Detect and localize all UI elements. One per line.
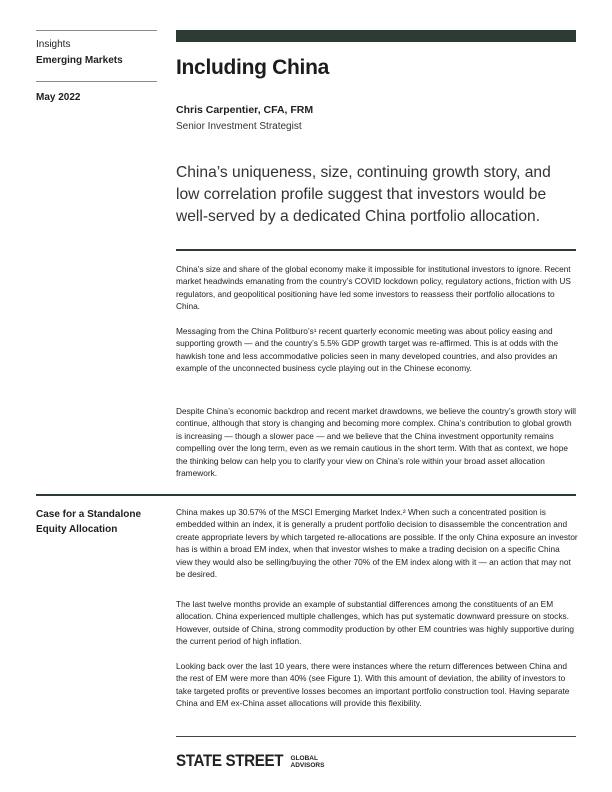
author-name: Chris Carpentier, CFA, FRM [176,104,314,116]
logo-subtitle-line1: GLOBAL [290,754,318,762]
title-bar [176,30,576,42]
logo-subtitle-line2: ADVISORS [290,761,325,769]
intro-paragraph-1: China’s size and share of the global economy make it impossible for institutional investors to ignore. Recent market headwinds emanating from the country’s COVID lockdown policy, regulatory actions, friction with US regulators, and geopolitical positioning have led some investors to reassess their portfolio allocations to China. [176,264,571,312]
author-role: Senior Investment Strategist [176,121,302,132]
footer-rule [176,736,576,737]
logo-subtitle [291,755,325,769]
page-title: Including China [176,56,329,79]
publication-date: May 2022 [36,92,81,103]
sidebar-mid-rule [36,81,157,82]
intro-paragraph-2: Messaging from the China Politburo’s¹ recent quarterly economic meeting was about policy easing and supporting growth — and the country’s 5.5% GDP growth target was re-affirmed. This is at odds with the hawkish tone and less accommodative policies seen in many developed countries, and also provides an example of the unconnected business cycle playing out in the Chinese economy. [176,326,559,374]
section-paragraph-3: Looking back over the last 10 years, there were instances where the return differences between China and the rest of EM were more than 40% (see Figure 1). With this amount of deviation, the ability of investors to take targeted profits or preventive losses becomes an important portfolio construction tool. Having separate China and EM ex-China asset allocations will provide this flexibility. [176,661,570,709]
intro-paragraph-3: Despite China’s economic backdrop and recent market drawdowns, we believe the country’s growth story will continue, although that story is changing and becoming more complex. China’s contribution to global growth is increasing — though a slower pace — and we believe that the China investment opportunity remains compelling over the long term, even as we remain cautious in the short term. With that as context, we hope the thinking below can help you to clarify your view on China’s role within your broad asset allocation framework. [176,406,576,479]
section-divider [36,494,576,496]
section-paragraph-2: The last twelve months provide an example of substantial differences among the constituents of an EM allocation. China experienced multiple challenges, which has put systematic downward pressure on stocks. However, outside of China, strong commodity production by other EM countries was highly supportive during the current period of high inflation. [176,599,574,647]
section-heading: Case for a Standalone Equity Allocation [36,509,142,535]
sidebar-category: Insights [36,39,71,50]
sidebar-top-rule [36,30,157,31]
sidebar-topic: Emerging Markets [36,55,123,66]
logo-wordmark: STATE STREET [176,752,284,770]
state-street-logo [176,752,324,771]
lede-paragraph: China’s uniqueness, size, continuing growth story, and low correlation profile suggest that investors would be well-served by a dedicated China portfolio allocation. [176,164,551,225]
lede-divider [176,249,576,251]
section-paragraph-1: China makes up 30.57% of the MSCI Emerging Market Index.² When such a concentrated position is embedded within an index, it is generally a prudent portfolio decision to disassemble the concentration and create appropriate levers by which targeted re-allocations are possible. If the only China exposure an investor has is within a broad EM index, when that investor wishes to make a trading decision on a specific China view they would also be selling/buying the other 70% of the EM index along with it — an action that may not be desired. [176,507,578,580]
